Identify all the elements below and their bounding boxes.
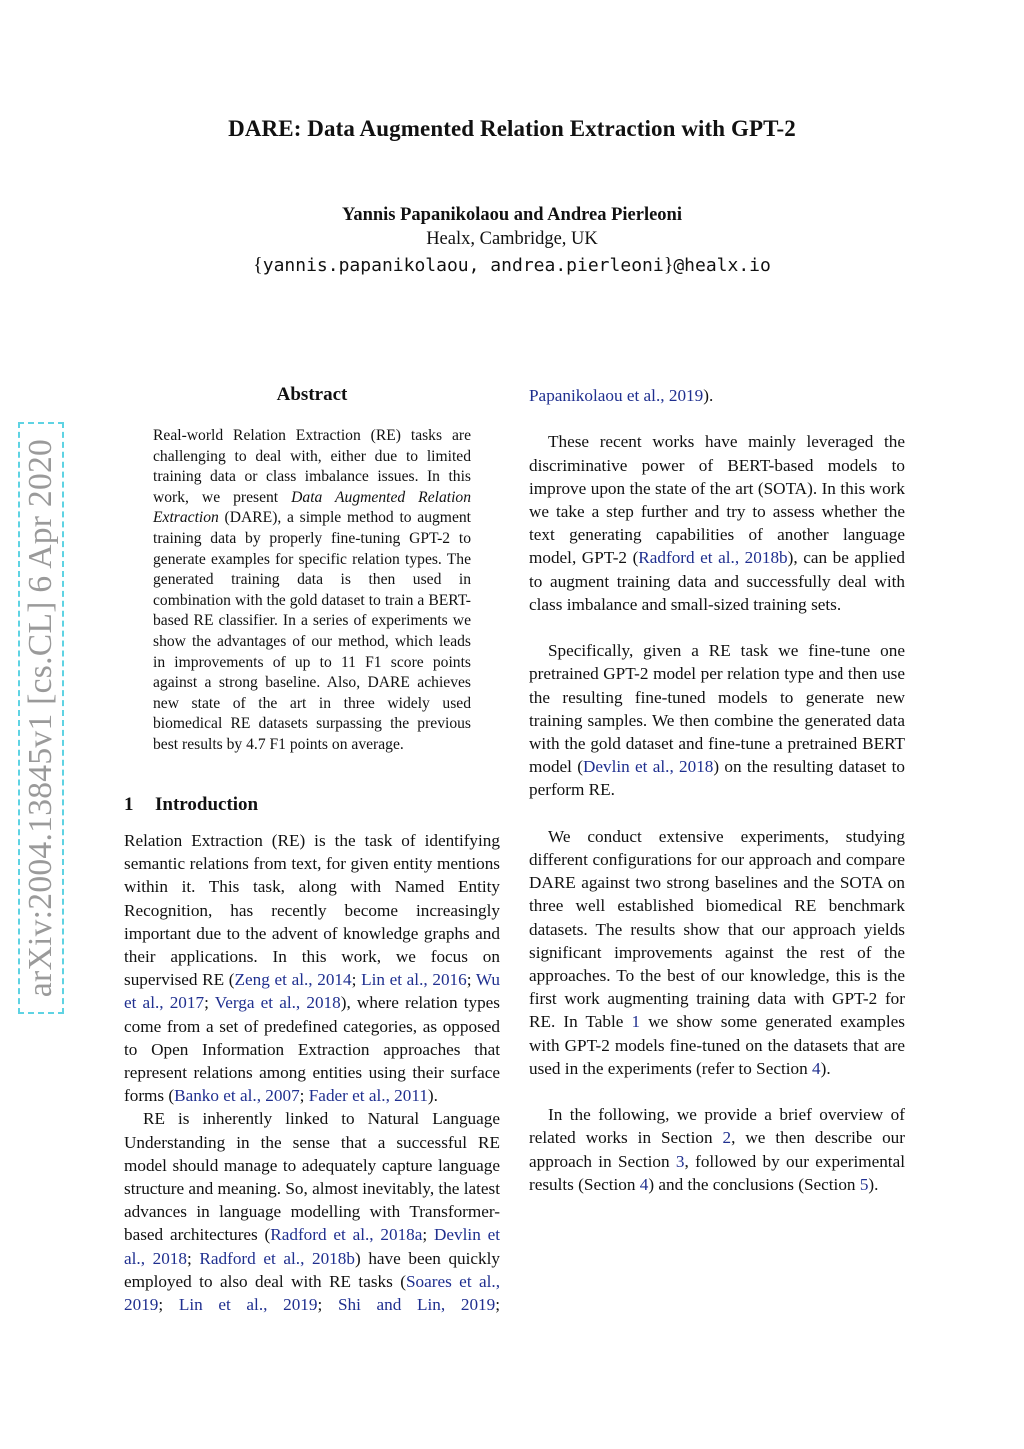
author-affiliation: Healx, Cambridge, UK xyxy=(426,229,598,249)
text-run: ). xyxy=(868,1174,879,1194)
text-run: ; xyxy=(422,1225,435,1245)
section-reference-link[interactable]: 2 xyxy=(722,1128,732,1148)
section-reference-link[interactable]: 5 xyxy=(859,1174,869,1194)
text-run: We conduct extensive experiments, studying different configurations for our approach and compare DARE against two strong baselines and the SOTA on three well established biomedical RE benchmark datasets. The results show that our approach yields significant improvements against the rest of the approaches. To the best of our knowledge, this is the first work augmenting training data with GPT-2 for RE. In Table xyxy=(529,826,905,1032)
text-run: ), where relation types come from a set of predefined categories, as opposed to Open Information Extraction approaches that represent relations among entities using their surface forms ( xyxy=(124,993,500,1106)
text-run: , followed by our experimental results (Section xyxy=(529,1151,905,1194)
author-names: Yannis Papanikolaou and Andrea Pierleoni xyxy=(342,205,682,225)
citation-link[interactable]: Shi and Lin, 2019 xyxy=(337,1295,496,1315)
paper-title: DARE: Data Augmented Relation Extraction with GPT-2 xyxy=(228,116,796,141)
text-run: In the following, we provide a brief overview of related works in Section xyxy=(529,1105,905,1148)
author-emails xyxy=(0,254,1024,277)
text-run: ), can be applied to augment training data and successfully deal with class imbalance and small-sized training sets. xyxy=(529,548,905,614)
text-run: we show some generated examples with GPT-2 models fine-tuned on the datasets that are used in the experiments (refer to Section xyxy=(529,1012,905,1078)
text-run: These recent works have mainly leveraged the discriminative power of BERT-based models to improve upon the state of the art (SOTA). In this work we take a step further and try to assess whether the text generating capabilities of another language model, GPT-2 ( xyxy=(529,432,905,568)
paragraph-continuation xyxy=(529,384,905,407)
intro-paragraph-2 xyxy=(124,1107,500,1316)
citation-link[interactable]: Soares et al., 2019 xyxy=(124,1271,500,1315)
section-reference-link[interactable]: 4 xyxy=(639,1174,649,1194)
text-run: , we then describe our approach in Section xyxy=(529,1128,905,1171)
abstract-text-2: (DARE), a simple method to augment training data by properly fine-tuning GPT-2 to generate examples for specific relation types. The generated training data is then used in combination with the gold dataset to train a BERT-based RE classifier. In a series of experiments we show the advantages of our method, which leads in improvements of up to 11 F1 score points against a strong baseline. Also, DARE achieves new state of the art in three widely used biomedical RE datasets surpassing the previous best results by 4.7 F1 points on average. xyxy=(153,509,471,753)
section-reference-link[interactable]: 3 xyxy=(675,1151,685,1171)
email-domain: @healx.io xyxy=(673,255,771,276)
left-column xyxy=(124,829,500,1316)
section-number: 1 xyxy=(124,794,134,815)
intro-paragraph-4 xyxy=(529,639,905,801)
abstract-method-name: Data Augmented Relation Extraction xyxy=(153,488,472,527)
citation-link[interactable]: Radford et al., 2018b xyxy=(199,1248,355,1268)
text-run: ; xyxy=(466,970,476,990)
section-heading-introduction xyxy=(124,794,258,816)
abstract-heading: Abstract xyxy=(276,384,348,405)
citation-link[interactable]: Lin et al., 2016 xyxy=(361,970,467,990)
citation-link[interactable]: Radford et al., 2018b xyxy=(638,548,788,568)
text-run: ) on the resulting dataset to perform RE. xyxy=(529,757,905,800)
intro-paragraph-5 xyxy=(529,825,905,1080)
citation-link[interactable]: Banko et al., 2007 xyxy=(174,1086,300,1106)
intro-paragraph-1 xyxy=(124,829,500,1107)
intro-paragraph-3 xyxy=(529,430,905,616)
abstract-text-1: Real-world Relation Extraction (RE) tasks are challenging to deal with, either due to limited training data or class imbalance issues. In this work, we present xyxy=(153,427,471,506)
text-run: Specifically, given a RE task we fine-tune one pretrained GPT-2 model per relation type and then use the resulting fine-tuned models to generate new training samples. We then combine the generated data with the gold dataset and fine-tune a pretrained BERT model ( xyxy=(529,641,905,777)
text-run: ; xyxy=(299,1086,309,1106)
text-run: ) have been quickly employed to also deal with RE tasks ( xyxy=(124,1248,500,1291)
text-run: ) and the conclusions (Section xyxy=(648,1174,860,1194)
citation-link[interactable]: Wu et al., 2017 xyxy=(124,970,501,1013)
section-title: Introduction xyxy=(155,794,259,815)
text-run: ). xyxy=(703,386,714,406)
text-run: ; xyxy=(351,970,362,990)
text-run: ). xyxy=(427,1086,438,1106)
intro-paragraph-6 xyxy=(529,1103,905,1196)
text-run: ; xyxy=(495,1295,500,1315)
abstract-body xyxy=(153,426,471,756)
citation-link[interactable]: Devlin et al., 2018 xyxy=(582,757,714,777)
citation-link[interactable]: Fader et al., 2011 xyxy=(308,1086,428,1106)
right-column xyxy=(529,384,905,1196)
arxiv-stamp[interactable]: arXiv:2004.13845v1 [cs.CL] 6 Apr 2020 xyxy=(22,438,59,998)
text-run: ; xyxy=(317,1295,338,1315)
text-run: ; xyxy=(158,1295,179,1315)
citation-link[interactable]: Devlin et al., 2018 xyxy=(124,1225,500,1268)
paragraph-clip xyxy=(124,1107,500,1316)
citation-link[interactable]: Radford et al., 2018a xyxy=(270,1225,423,1245)
citation-link[interactable]: Zeng et al., 2014 xyxy=(234,970,352,990)
text-run: ; xyxy=(204,993,215,1013)
email-brace-close: } xyxy=(663,254,674,276)
email-brace-open: { xyxy=(253,254,263,276)
citation-link[interactable]: Papanikolaou et al., 2019 xyxy=(529,386,704,406)
section-reference-link[interactable]: 4 xyxy=(812,1058,821,1078)
text-run: Relation Extraction (RE) is the task of identifying semantic relations from text, for given entity mentions within it. This task, along with Named Entity Recognition, has recently become increasingly important due to the advent of knowledge graphs and their applications. In this work, we focus on supervised RE ( xyxy=(124,831,500,990)
citation-link[interactable]: Lin et al., 2019 xyxy=(178,1295,318,1315)
table-reference-link[interactable]: 1 xyxy=(631,1012,641,1032)
citation-link[interactable]: Verga et al., 2018 xyxy=(214,993,341,1013)
intro-paragraph-2 xyxy=(529,384,905,407)
text-run: ; xyxy=(187,1248,200,1268)
text-run: RE is inherently linked to Natural Language Understanding in the sense that a successful RE model should manage to adequately capture language structure and meaning. So, almost inevitably, the latest advances in language modelling with Transformer-based architectures ( xyxy=(124,1109,500,1245)
text-run: ). xyxy=(820,1058,831,1078)
email-names: yannis.papanikolaou, andrea.pierleoni xyxy=(262,255,664,276)
